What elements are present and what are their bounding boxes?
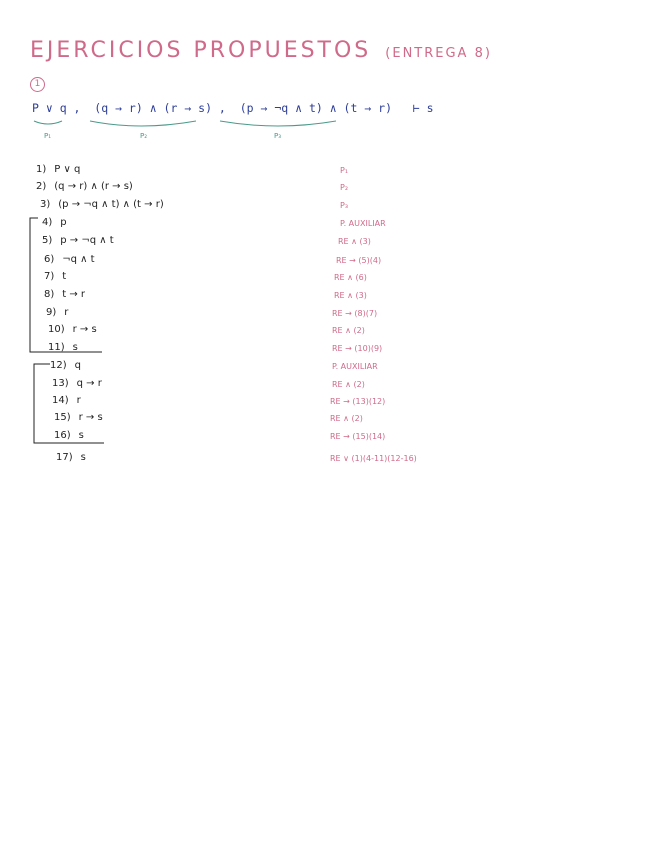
step-formula: (q → r) ∧ (r → s)	[54, 181, 133, 192]
step-justification: P. AUXILIAR	[340, 219, 386, 228]
step-formula: q	[74, 360, 81, 371]
step-number: 3)	[40, 199, 51, 210]
step-formula: r	[76, 395, 81, 406]
step-formula: ¬q ∧ t	[62, 254, 95, 265]
premise-label-1: P₁	[44, 132, 52, 140]
step-number: 1)	[36, 164, 47, 175]
step-formula: q → r	[76, 378, 102, 389]
step-formula: r → s	[72, 324, 97, 335]
step-number: 2)	[36, 181, 47, 192]
proof-step	[52, 395, 81, 406]
step-justification: RE → (10)(9)	[332, 344, 383, 353]
step-formula: s	[72, 342, 78, 353]
step-formula: P ∨ q	[54, 164, 81, 175]
proof-step	[48, 324, 97, 335]
step-number: 5)	[42, 235, 53, 246]
step-justification: RE → (8)(7)	[332, 309, 378, 318]
proof-step	[54, 430, 84, 441]
brace-p3	[220, 121, 336, 126]
step-formula: p	[60, 217, 67, 228]
step-number: 15)	[54, 412, 71, 423]
proof-step	[48, 342, 78, 353]
proof-step	[42, 217, 67, 228]
step-formula: (p → ¬q ∧ t) ∧ (t → r)	[58, 199, 164, 210]
proof-step	[52, 378, 102, 389]
proof-step	[54, 412, 103, 423]
brace-p1	[34, 121, 62, 124]
premise-label-2: P₂	[140, 132, 148, 140]
step-number: 13)	[52, 378, 69, 389]
step-formula: t	[62, 271, 67, 282]
step-formula: t → r	[62, 289, 86, 300]
step-formula: s	[80, 452, 86, 463]
proof-step	[42, 235, 114, 246]
proof-step	[36, 164, 80, 175]
step-justification: P₂	[340, 183, 349, 192]
step-number: 10)	[48, 324, 65, 335]
proof-step	[44, 254, 95, 265]
step-number: 8)	[44, 289, 55, 300]
step-number: 16)	[54, 430, 71, 441]
step-justification: RE ∧ (2)	[332, 326, 365, 335]
step-formula: r	[64, 307, 69, 318]
step-formula: r → s	[78, 412, 103, 423]
title-text: EJERCICIOS PROPUESTOS	[30, 38, 372, 63]
step-justification: RE ∨ (1)(4-11)(12-16)	[330, 454, 417, 463]
step-number: 17)	[56, 452, 73, 463]
proof-step	[44, 289, 85, 300]
step-justification: P₁	[340, 166, 349, 175]
step-justification: RE ∧ (3)	[334, 291, 367, 300]
step-formula: s	[78, 430, 84, 441]
step-formula: p → ¬q ∧ t	[60, 235, 114, 246]
step-number: 6)	[44, 254, 55, 265]
step-number: 14)	[52, 395, 69, 406]
step-justification: RE ∧ (2)	[332, 380, 365, 389]
title-subtitle: (ENTREGA 8)	[385, 46, 492, 61]
step-justification: RE → (15)(14)	[330, 432, 386, 441]
step-number: 11)	[48, 342, 65, 353]
step-justification: P. AUXILIAR	[332, 362, 378, 371]
proof-step	[50, 360, 81, 371]
step-number: 9)	[46, 307, 57, 318]
step-justification: RE ∧ (6)	[334, 273, 367, 282]
sequent: P ∨ q , (q → r) ∧ (r → s) , (p → ¬q ∧ t) ∧ (t → r) ⊢ s	[32, 101, 434, 115]
brace-p2	[90, 121, 196, 126]
proof-step	[56, 452, 86, 463]
proof-step	[44, 271, 66, 282]
step-justification: P₃	[340, 201, 349, 210]
exercise-number: 1	[30, 77, 45, 92]
premise-label-3: P₃	[274, 132, 282, 140]
step-justification: RE → (13)(12)	[330, 397, 386, 406]
proof-step	[40, 199, 164, 210]
step-justification: RE → (5)(4)	[336, 256, 382, 265]
step-justification: RE ∧ (2)	[330, 414, 363, 423]
step-number: 7)	[44, 271, 55, 282]
proof-step	[36, 181, 133, 192]
step-justification: RE ∧ (3)	[338, 237, 371, 246]
proof-step	[46, 307, 68, 318]
step-number: 12)	[50, 360, 67, 371]
step-number: 4)	[42, 217, 53, 228]
